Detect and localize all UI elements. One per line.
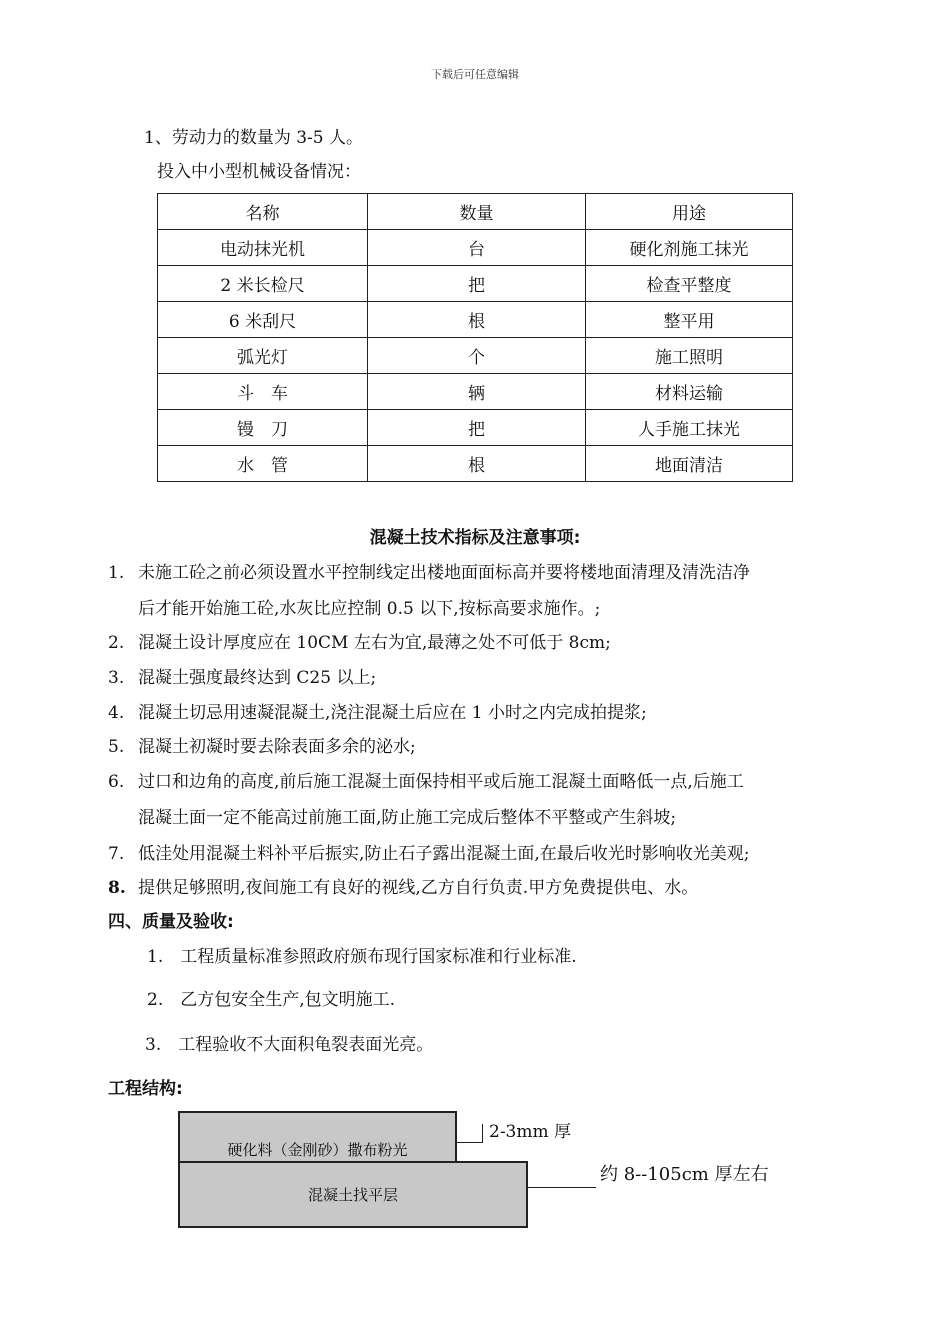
concrete-item-6	[108, 771, 744, 793]
cell-use: 施工照明	[586, 338, 793, 374]
cell-name: 弧光灯	[158, 338, 368, 374]
table-row	[158, 338, 793, 374]
concrete-title: 混凝土技术指标及注意事项:	[369, 528, 581, 548]
concrete-item-1	[108, 562, 750, 584]
concrete-item-1-cont: 后才能开始施工砼,水灰比应控制 0.5 以下,按标高要求施作。;	[138, 599, 601, 619]
item-number: 3.	[108, 668, 125, 688]
quality-item-2: 2. 乙方包安全生产,包文明施工.	[147, 990, 396, 1010]
top-note-leader	[457, 1142, 483, 1143]
concrete-item-4	[108, 702, 647, 724]
item-text: 未施工砼之前必须设置水平控制线定出楼地面面标高并要将楼地面清理及清洗洁净	[138, 563, 750, 583]
cell-use: 材料运输	[586, 374, 793, 410]
cell-use: 整平用	[586, 302, 793, 338]
cell-use: 人手施工抹光	[586, 410, 793, 446]
top-layer-label: 硬化料（金刚砂）撒布粉光	[227, 1140, 408, 1159]
cell-qty: 辆	[368, 374, 586, 410]
cell-use: 检查平整度	[586, 266, 793, 302]
cell-name: 2 米长检尺	[158, 266, 368, 302]
cell-name: 斗 车	[158, 374, 368, 410]
concrete-item-7	[108, 843, 750, 865]
quality-item-3: 3. 工程验收不大面积龟裂表面光亮。	[145, 1035, 434, 1055]
item-text: 低洼处用混凝土料补平后振实,防止石子露出混凝土面,在最后收光时影响收光美观;	[138, 844, 750, 864]
structure-title: 工程结构:	[108, 1079, 183, 1099]
table-header-row	[158, 194, 793, 230]
item-text: 混凝土设计厚度应在 10CM 左右为宜,最薄之处不可低于 8cm;	[138, 633, 611, 653]
header-cell-name: 名称	[158, 194, 368, 230]
bottom-layer-box	[178, 1161, 528, 1228]
top-note-leader-tick	[482, 1124, 483, 1142]
table-row	[158, 266, 793, 302]
bottom-layer-label: 混凝土找平层	[307, 1186, 398, 1204]
table-row	[158, 374, 793, 410]
item-text: 过口和边角的高度,前后施工混凝土面保持相平或后施工混凝土面略低一点,后施工	[138, 772, 744, 792]
item-text: 混凝土初凝时要去除表面多余的泌水;	[138, 737, 416, 757]
bottom-note-leader	[528, 1187, 596, 1188]
cell-qty: 个	[368, 338, 586, 374]
cell-use: 硬化剂施工抹光	[586, 230, 793, 266]
table-row	[158, 410, 793, 446]
item-number: 5.	[108, 737, 125, 757]
item-number: 8.	[108, 878, 126, 898]
item-number: 1.	[108, 563, 125, 583]
item-text: 混凝土切忌用速凝混凝土,浇注混凝土后应在 1 小时之内完成拍提浆;	[138, 703, 647, 723]
concrete-item-5	[108, 736, 416, 758]
quality-title: 四、质量及验收:	[108, 912, 234, 932]
page-header: 下载后可任意编辑	[431, 68, 519, 81]
cell-qty: 根	[368, 446, 586, 482]
concrete-item-3	[108, 667, 376, 689]
item-text: 混凝土强度最终达到 C25 以上;	[138, 668, 377, 688]
concrete-item-8	[108, 877, 698, 899]
concrete-item-2	[108, 632, 611, 654]
equipment-intro: 投入中小型机械设备情况：	[157, 162, 361, 182]
item-number: 6.	[108, 772, 125, 792]
concrete-item-6-cont: 混凝土面一定不能高过前施工面,防止施工完成后整体不平整或产生斜坡;	[138, 808, 677, 828]
labor-count: 1、劳动力的数量为 3-5 人。	[144, 128, 363, 148]
cell-qty: 把	[368, 410, 586, 446]
header-cell-qty: 数量	[368, 194, 586, 230]
table-row	[158, 230, 793, 266]
item-number: 4.	[108, 703, 125, 723]
cell-name: 6 米刮尺	[158, 302, 368, 338]
item-number: 7.	[108, 844, 125, 864]
cell-qty: 根	[368, 302, 586, 338]
cell-name: 镘 刀	[158, 410, 368, 446]
cell-qty: 台	[368, 230, 586, 266]
cell-name: 电动抹光机	[158, 230, 368, 266]
bottom-layer-note: 约 8--105cm 厚左右	[600, 1164, 769, 1185]
item-text: 提供足够照明,夜间施工有良好的视线,乙方自行负责.甲方免费提供电、水。	[138, 878, 699, 898]
top-layer-note: 2-3mm 厚	[489, 1122, 572, 1142]
top-layer-box	[178, 1111, 457, 1165]
cell-use: 地面清洁	[586, 446, 793, 482]
cell-qty: 把	[368, 266, 586, 302]
item-number: 2.	[108, 633, 125, 653]
table-row	[158, 302, 793, 338]
quality-item-1: 1. 工程质量标准参照政府颁布现行国家标准和行业标准.	[147, 947, 577, 967]
header-cell-use: 用途	[586, 194, 793, 230]
equipment-table	[157, 193, 793, 482]
table-row	[158, 446, 793, 482]
cell-name: 水 管	[158, 446, 368, 482]
